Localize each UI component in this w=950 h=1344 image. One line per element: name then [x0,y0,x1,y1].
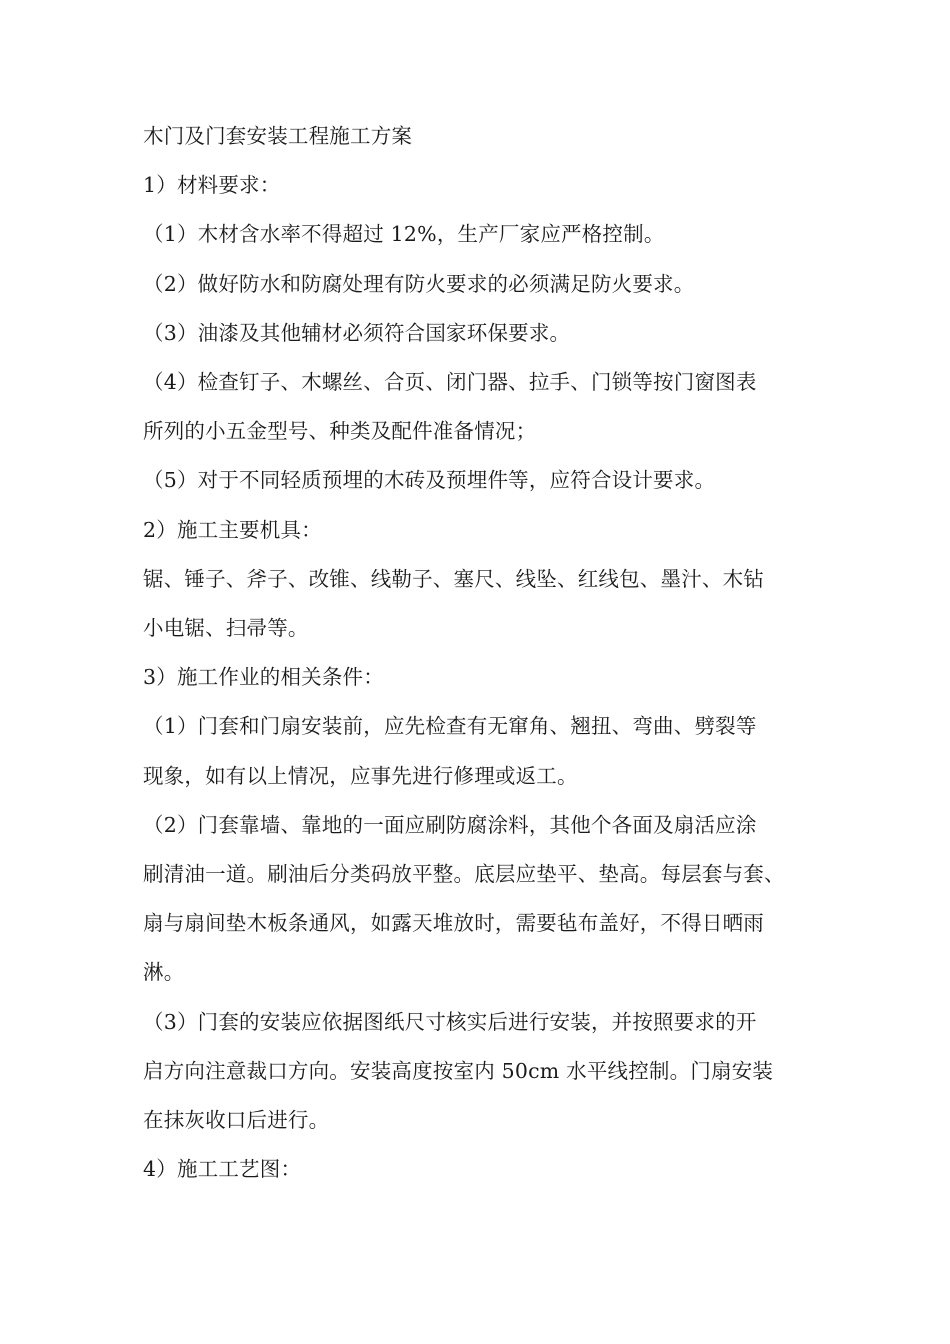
section-heading-materials: 1）材料要求： [143,173,281,198]
paragraph-line: 淋。 [143,960,185,985]
paragraph-line: 小电锯、扫帚等。 [143,616,309,641]
paragraph-line: （3）门套的安装应依据图纸尺寸核实后进行安装，并按照要求的开 [143,1009,757,1034]
paragraph-line: 现象，如有以上情况，应事先进行修理或返工。 [143,763,578,788]
paragraph-line: （2）门套靠墙、靠地的一面应刷防腐涂料，其他个各面及扇活应涂 [143,812,757,837]
section-heading-conditions: 3）施工作业的相关条件： [143,665,384,690]
paragraph-line: （2）做好防水和防腐处理有防火要求的必须满足防火要求。 [143,271,695,296]
paragraph-line: （5）对于不同轻质预埋的木砖及预埋件等，应符合设计要求。 [143,468,716,493]
paragraph-line: 在抹灰收口后进行。 [143,1108,330,1133]
paragraph-line: （1）木材含水率不得超过 12%，生产厂家应严格控制。 [143,222,665,247]
section-heading-tools: 2）施工主要机具： [143,517,322,542]
paragraph-line: （3）油漆及其他辅材必须符合国家环保要求。 [143,320,571,345]
paragraph-line: 扇与扇间垫木板条通风，如露天堆放时，需要毡布盖好，不得日晒雨 [143,911,764,936]
section-heading-process-diagram: 4）施工工艺图： [143,1157,302,1182]
document-body [143,112,813,1194]
paragraph-line: （4）检查钉子、木螺丝、合页、闭门器、拉手、门锁等按门窗图表 [143,370,757,395]
document-title: 木门及门套安装工程施工方案 [143,124,413,148]
paragraph-line: 所列的小五金型号、种类及配件准备情况； [143,419,537,444]
paragraph-line: 启方向注意裁口方向。安装高度按室内 50cm 水平线控制。门扇安装 [143,1058,774,1083]
paragraph-line: （1）门套和门扇安装前，应先检查有无窜角、翘扭、弯曲、劈裂等 [143,714,757,739]
paragraph-line: 刷清油一道。刷油后分类码放平整。底层应垫平、垫高。每层套与套、 [143,862,785,887]
paragraph-line: 锯、锤子、斧子、改锥、线勒子、塞尺、线坠、红线包、墨汁、木钻 [143,566,764,591]
